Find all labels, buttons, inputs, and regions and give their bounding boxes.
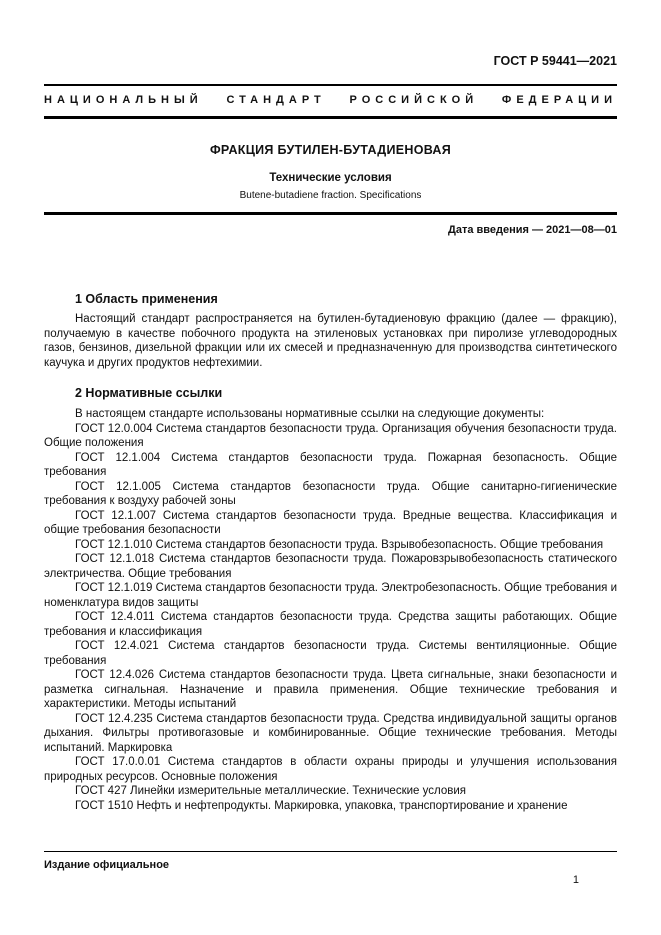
reference-item: ГОСТ 17.0.0.01 Система стандартов в области охраны природы и улучшения использования природных ресурсов. Основные положения <box>44 756 617 783</box>
reference-item: ГОСТ 12.4.011 Система стандартов безопасности труда. Средства защиты работающих. Общие требования и классификация <box>44 611 617 638</box>
header-rule-mid <box>44 116 617 119</box>
header-rule-top <box>44 84 617 86</box>
official-edition-label: Издание официальное <box>44 859 170 871</box>
reference-item: ГОСТ 12.1.018 Система стандартов безопасности труда. Пожаровзрывобезопасность статического электричества. Общие требования <box>44 553 617 580</box>
scope-paragraph: Настоящий стандарт распространяется на бутилен-бутадиеновую фракцию (далее — фракцию), получаемую в качестве побочного продукта на этиленовых установках при пиролизе углеводородных газов, бензинов, дизельной фракции или их смесей и предназначенную для производства синтетического каучука и других продуктов нефтехимии. <box>44 313 617 369</box>
federation-banner: НАЦИОНАЛЬНЫЙ СТАНДАРТ РОССИЙСКОЙ ФЕДЕРАЦИИ <box>44 94 617 106</box>
section-heading-references: 2 Нормативные ссылки <box>75 386 223 400</box>
doc-code: ГОСТ Р 59441—2021 <box>493 54 617 68</box>
references-intro: В настоящем стандарте использованы нормативные ссылки на следующие документы: <box>75 408 545 420</box>
section-heading-scope: 1 Область применения <box>75 292 218 306</box>
reference-item: ГОСТ 12.4.026 Система стандартов безопасности труда. Цвета сигнальные, знаки безопасности и разметка сигнальная. Назначение и правила применения. Общие технические требования и характеристики. Методы испытаний <box>44 669 617 710</box>
footer-rule <box>44 851 617 852</box>
reference-item: ГОСТ 12.1.010 Система стандартов безопасности труда. Взрывобезопасность. Общие требования <box>75 538 604 551</box>
reference-item: ГОСТ 12.1.007 Система стандартов безопасности труда. Вредные вещества. Классификация и общие требования безопасности <box>44 509 617 536</box>
doc-title-en: Butene-butadiene fraction. Specifications <box>239 190 422 201</box>
page-number: 1 <box>572 874 579 886</box>
reference-item: ГОСТ 12.0.004 Система стандартов безопасности труда. Организация обучения безопасности труда. Общие положения <box>44 422 617 449</box>
page-footer <box>44 851 617 886</box>
reference-item: ГОСТ 12.4.235 Система стандартов безопасности труда. Средства индивидуальной защиты органов дыхания. Фильтры противогазовые и комбинированные. Общие технические требования. Методы испытаний. Маркировка <box>44 712 617 754</box>
title-rule <box>44 212 617 215</box>
reference-item: ГОСТ 1510 Нефть и нефтепродукты. Маркировка, упаковка, транспортирование и хранение <box>75 799 568 812</box>
doc-subtitle: Технические условия <box>269 172 392 184</box>
doc-title: ФРАКЦИЯ БУТИЛЕН-БУТАДИЕНОВАЯ <box>209 143 452 157</box>
reference-item: ГОСТ 427 Линейки измерительные металлические. Технические условия <box>75 785 466 797</box>
effective-date: Дата введения — 2021—08—01 <box>448 224 617 236</box>
references-list <box>44 422 617 814</box>
reference-item: ГОСТ 12.1.004 Система стандартов безопасности труда. Пожарная безопасность. Общие требования <box>44 451 617 478</box>
page-content <box>44 0 617 813</box>
reference-item: ГОСТ 12.4.021 Система стандартов безопасности труда. Системы вентиляционные. Общие требования <box>44 640 617 667</box>
reference-item: ГОСТ 12.1.019 Система стандартов безопасности труда. Электробезопасность. Общие требования и номенклатура видов защиты <box>44 582 617 609</box>
reference-item: ГОСТ 12.1.005 Система стандартов безопасности труда. Общие санитарно-гигиенические требования к воздуху рабочей зоны <box>44 480 617 507</box>
